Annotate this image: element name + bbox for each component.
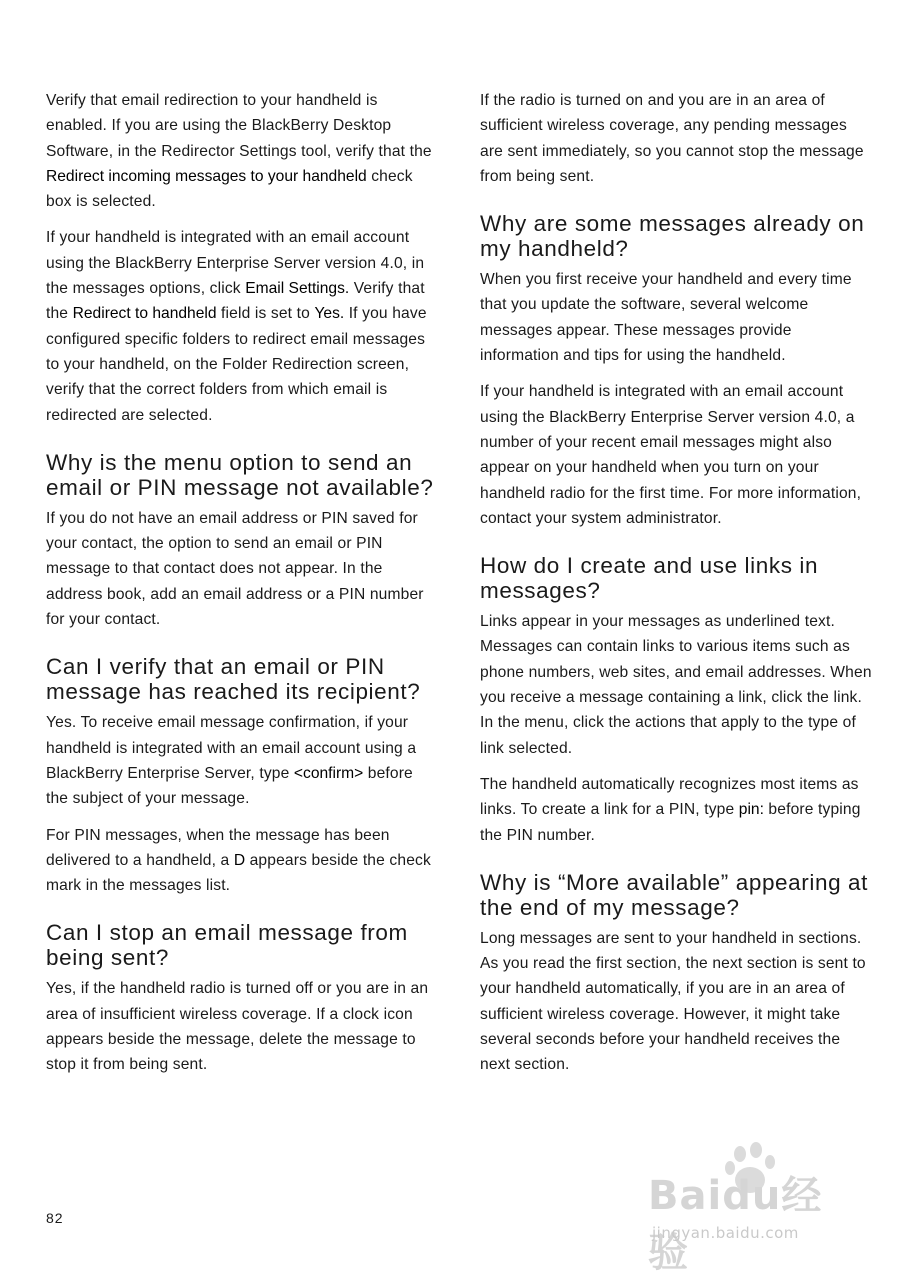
paragraph: [480, 609, 872, 761]
paragraph: [46, 976, 436, 1077]
paragraph: [480, 88, 872, 189]
text-run: The handheld automatically recognizes most items as links. To create a link for a PIN, type: [480, 775, 859, 819]
text-run: Verify that email redirection to your handheld is enabled. If you are using the BlackBerry Desktop Software, in the Redirector Settings tool, verify that the: [46, 92, 432, 160]
text-run: field is set to: [216, 305, 315, 323]
right-column: [480, 88, 872, 1089]
text-run: Verify that the: [46, 280, 425, 323]
baidu-watermark: [648, 1142, 858, 1276]
logo-part-a: Bai: [648, 1173, 723, 1219]
logo-part-c: 经验: [648, 1173, 823, 1276]
paragraph: [46, 710, 436, 811]
text-run: Long messages are sent to your handheld in sections. As you read the first section, the next section is sent to your handheld automatically, if you are in an area of sufficient wireless coverage. However, it might take several seconds before your handheld receives the next section.: [480, 929, 866, 1074]
section-heading: Why are some messages already on my handheld?: [480, 211, 865, 262]
text-run: If you do not have an email address or PIN saved for your contact, the option to send an email or PIN message to that contact does not appear. In the address book, add an email address or a PIN number for your contact.: [46, 509, 424, 629]
text-run: When you first receive your handheld and every time that you update the software, several welcome messages appear. These messages provide information and tips for using the handheld.: [480, 271, 852, 365]
ui-term: Redirect incoming messages to your handheld: [46, 167, 367, 185]
ui-term: <confirm>: [293, 764, 364, 782]
text-run: If your handheld is integrated with an email account using the BlackBerry Enterprise Server version 4.0, in the messages options, click: [46, 229, 425, 298]
watermark-url: jingyan.baidu.com: [652, 1224, 799, 1242]
paragraph: [46, 225, 436, 427]
page-number: 82: [46, 1210, 64, 1226]
text-run: Yes, if the handheld radio is turned off or you are in an area of insufficient wireless coverage. If a clock icon appears beside the message, delete the message to stop it from being sent.: [46, 980, 429, 1074]
text-run: If you have configured specific folders to redirect email messages to your handheld, on the Folder Redirection screen, verify that the correct folders from which email is redirected are selected.: [46, 305, 427, 424]
ui-term: Yes.: [314, 305, 345, 323]
ui-term: Redirect to handheld: [72, 305, 217, 323]
paragraph: [480, 772, 872, 848]
section-heading: How do I create and use links in messages?: [480, 553, 819, 604]
section-heading: Why is “More available” appearing at the end of my message?: [480, 869, 869, 920]
text-run: before typing the PIN number.: [480, 801, 861, 844]
text-run: If the radio is turned on and you are in an area of sufficient wireless coverage, any pending messages are sent immediately, so you cannot stop the message from being sent.: [480, 92, 864, 185]
ui-term: Email Settings.: [245, 280, 350, 298]
ui-term: D: [233, 851, 246, 869]
text-run: Links appear in your messages as underlined text. Messages can contain links to various items such as phone numbers, web sites, and email addresses. When you receive a message containing a link, click the link. In the menu, click the actions that apply to the type of link selected.: [480, 613, 872, 757]
baidu-logo: [648, 1164, 858, 1278]
text-run: If your handheld is integrated with an email account using the BlackBerry Enterprise Server version 4.0, a number of your recent email messages might also appear on your handheld when you turn on your handheld radio for the first time. For more information, contact your system administrator.: [480, 383, 862, 527]
ui-term: pin:: [738, 801, 764, 819]
paragraph: [480, 267, 872, 368]
paragraph: [480, 379, 872, 531]
logo-part-b: du: [722, 1173, 782, 1219]
paragraph: [480, 926, 872, 1078]
section-heading: Can I stop an email message from being sent?: [46, 920, 408, 971]
left-column: [46, 88, 436, 1089]
paragraph: [46, 823, 436, 899]
text-run: check box is selected.: [46, 167, 413, 211]
section-heading: Can I verify that an email or PIN message has reached its recipient?: [46, 654, 421, 705]
text-run: Yes. To receive email message confirmation, if your handheld is integrated with an email account using a BlackBerry Enterprise Server, type: [46, 714, 417, 782]
section-heading: Why is the menu option to send an email or PIN message not available?: [46, 449, 434, 500]
text-run: For PIN messages, when the message has been delivered to a handheld, a: [46, 826, 390, 869]
paragraph: [46, 88, 436, 214]
text-run: before the subject of your message.: [46, 764, 413, 808]
paragraph: [46, 506, 436, 632]
text-run: appears beside the check mark in the messages list.: [46, 851, 431, 895]
